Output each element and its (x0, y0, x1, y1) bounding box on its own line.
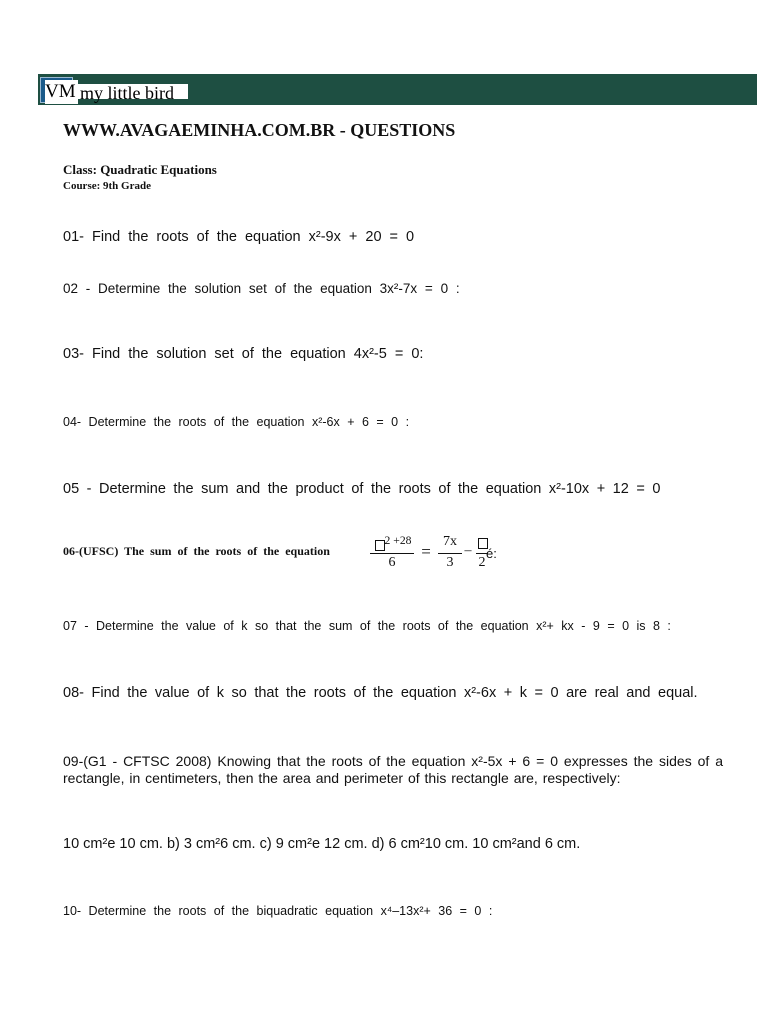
q6-minus: – (464, 543, 472, 558)
q6-numerator-1 (370, 534, 416, 555)
class-line: Class: Quadratic Equations (63, 162, 217, 177)
header-label: my little bird (80, 83, 174, 103)
question-02: 02 - Determine the solution set of the equation 3x²-7x = 0 : (63, 281, 460, 296)
question-04: 04- Determine the roots of the equation x²-6x + 6 = 0 : (63, 415, 410, 429)
page-title: WWW.AVAGAEMINHA.COM.BR - QUESTIONS (63, 120, 456, 140)
question-07: 07 - Determine the value of k so that the sum of the roots of the equation x²+ kx - 9 = 0 is 8 : (63, 619, 671, 633)
question-09-options: 10 cm²e 10 cm. b) 3 cm²6 cm. c) 9 cm²e 12 cm. d) 6 cm²10 cm. 10 cm²and 6 cm. (63, 836, 581, 852)
q6-denominator-1: 6 (388, 555, 396, 570)
fraction-bar-2 (438, 553, 462, 554)
q6-tail: é: (486, 546, 497, 561)
logo-text: VM (45, 81, 76, 102)
fraction-bar-1 (370, 553, 414, 554)
q6-equals: = (421, 542, 431, 561)
question-09: 09-(G1 - CFTSC 2008) Knowing that the roots of the equation x²-5x + 6 = 0 expresses the sides of a rectangle, in centimeters, then the area and perimeter of this rectangle are, respectively: (63, 753, 723, 786)
question-10: 10- Determine the roots of the biquadratic equation x⁴–13x²+ 36 = 0 : (63, 904, 493, 918)
q6-denominator-2: 3 (446, 555, 454, 570)
q6-numerator-2: 7x (443, 534, 457, 549)
question-06-label: 06-(UFSC) The sum of the roots of the equation (63, 544, 330, 558)
q6-denominator-3: 2 (478, 555, 486, 570)
question-01: 01- Find the roots of the equation x²-9x + 20 = 0 (63, 229, 415, 245)
question-08: 08- Find the value of k so that the roots of the equation x²-6x + k = 0 are real and equal. (63, 685, 698, 701)
q6-num1-text: 2 +28 (384, 534, 412, 547)
course-line: Course: 9th Grade (63, 180, 151, 192)
question-05: 05 - Determine the sum and the product of the roots of the equation x²-10x + 12 = 0 (63, 481, 661, 497)
question-03: 03- Find the solution set of the equation 4x²-5 = 0: (63, 346, 424, 362)
missing-glyph-icon (375, 540, 385, 551)
